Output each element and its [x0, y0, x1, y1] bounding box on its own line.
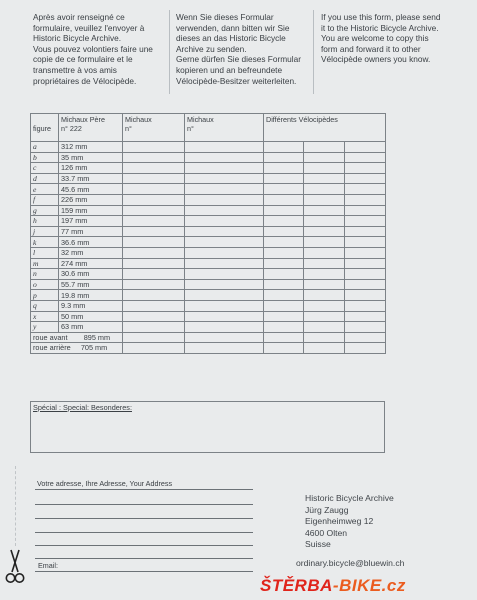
intro-line: formulaire, veuillez l'envoyer à	[33, 22, 145, 33]
empty-cell	[123, 322, 185, 333]
archive-line: 4600 Olten	[305, 527, 348, 538]
roue-arriere-cell: roue arrière 705 mm	[31, 343, 123, 354]
empty-cell	[345, 205, 386, 216]
address-line[interactable]	[35, 518, 253, 519]
figure-letter: n	[31, 269, 59, 280]
figure-letter: a	[31, 142, 59, 153]
empty-cell	[123, 279, 185, 290]
empty-cell	[123, 205, 185, 216]
empty-cell	[264, 322, 304, 333]
table-row	[31, 279, 386, 290]
measurement-value: 77 mm	[59, 226, 123, 237]
table-row	[31, 226, 386, 237]
header-michaux-2: Michaux n°	[123, 114, 185, 142]
empty-cell	[345, 226, 386, 237]
empty-cell	[345, 152, 386, 163]
measurement-value: 9.3 mm	[59, 300, 123, 311]
figure-letter: h	[31, 216, 59, 227]
intro-line: propriétaires de Vélocipède.	[33, 75, 137, 86]
empty-cell	[304, 226, 345, 237]
empty-cell	[345, 173, 386, 184]
empty-cell	[185, 279, 264, 290]
empty-cell	[304, 163, 345, 174]
address-line[interactable]	[35, 504, 253, 505]
figure-letter: q	[31, 300, 59, 311]
table-row	[31, 163, 386, 174]
header-figure: figure	[31, 114, 59, 142]
scissors-icon	[5, 548, 25, 586]
intro-line: Gerne dürfen Sie dieses Formular	[176, 54, 301, 65]
intro-line: If you use this form, please send	[321, 12, 441, 22]
measurement-value: 36.6 mm	[59, 237, 123, 248]
empty-cell	[123, 269, 185, 280]
cut-line	[15, 466, 16, 546]
table-row	[31, 247, 386, 258]
empty-cell	[345, 258, 386, 269]
empty-cell	[304, 184, 345, 195]
empty-cell	[185, 247, 264, 258]
measurement-value: 126 mm	[59, 163, 123, 174]
empty-cell	[304, 247, 345, 258]
table-row	[31, 322, 386, 333]
empty-cell	[264, 163, 304, 174]
table-row	[31, 194, 386, 205]
archive-email: ordinary.bicycle@bluewin.ch	[296, 558, 405, 568]
empty-cell	[123, 173, 185, 184]
figure-letter: c	[31, 163, 59, 174]
figure-letter: l	[31, 247, 59, 258]
measurement-value: 35 mm	[59, 152, 123, 163]
figure-letter: p	[31, 290, 59, 301]
roue-avant-cell: roue avant 895 mm	[31, 332, 123, 343]
figure-letter: d	[31, 173, 59, 184]
figure-letter: f	[31, 194, 59, 205]
empty-cell	[264, 290, 304, 301]
archive-address	[305, 493, 394, 551]
column-divider	[169, 10, 170, 94]
empty-cell	[123, 152, 185, 163]
measurement-value: 45.6 mm	[59, 184, 123, 195]
archive-line: Historic Bicycle Archive	[305, 493, 394, 503]
watermark-part1: ŠTĚRBA	[260, 576, 333, 595]
table-row	[31, 152, 386, 163]
empty-cell	[123, 247, 185, 258]
empty-cell	[304, 216, 345, 227]
empty-cell	[185, 163, 264, 174]
measurement-value: 274 mm	[59, 258, 123, 269]
table-row	[31, 142, 386, 153]
empty-cell	[345, 184, 386, 195]
intro-english	[321, 12, 440, 65]
empty-cell	[264, 216, 304, 227]
table-row	[31, 205, 386, 216]
address-line[interactable]	[35, 545, 253, 546]
empty-cell	[185, 194, 264, 205]
empty-cell	[185, 269, 264, 280]
empty-cell	[304, 311, 345, 322]
empty-cell	[304, 194, 345, 205]
table-row	[31, 173, 386, 184]
figure-letter: b	[31, 152, 59, 163]
empty-cell	[185, 142, 264, 153]
empty-cell	[185, 237, 264, 248]
watermark-part2: -BIKE.cz	[332, 576, 406, 595]
figure-letter: g	[31, 205, 59, 216]
intro-line: kopieren und an befreundete	[176, 64, 283, 75]
measurement-value: 197 mm	[59, 216, 123, 227]
empty-cell	[264, 184, 304, 195]
empty-cell	[185, 216, 264, 227]
empty-cell	[185, 226, 264, 237]
empty-cell	[123, 258, 185, 269]
empty-cell	[264, 311, 304, 322]
empty-cell	[345, 269, 386, 280]
empty-cell	[304, 173, 345, 184]
special-label: Spécial : Special: Besonderes:	[33, 403, 132, 412]
empty-cell	[345, 279, 386, 290]
empty-cell	[123, 142, 185, 153]
empty-cell	[304, 269, 345, 280]
empty-cell	[123, 163, 185, 174]
empty-cell	[345, 163, 386, 174]
intro-line: Vous pouvez volontiers faire une	[33, 43, 153, 54]
watermark-logo	[260, 576, 406, 596]
measurement-value: 32 mm	[59, 247, 123, 258]
table-row	[31, 184, 386, 195]
empty-cell	[304, 152, 345, 163]
empty-cell	[123, 184, 185, 195]
empty-cell	[264, 226, 304, 237]
table-row	[31, 237, 386, 248]
empty-cell	[123, 311, 185, 322]
figure-letter: j	[31, 226, 59, 237]
empty-cell	[345, 290, 386, 301]
address-label: Votre adresse, Ihre Adresse, Your Address	[37, 479, 173, 488]
archive-line: Jürg Zaugg	[305, 504, 349, 515]
archive-line: Suisse	[305, 539, 331, 549]
empty-cell	[264, 205, 304, 216]
empty-cell	[185, 311, 264, 322]
figure-letter: k	[31, 237, 59, 248]
figure-letter: y	[31, 322, 59, 333]
empty-cell	[123, 194, 185, 205]
empty-cell	[123, 237, 185, 248]
empty-cell	[123, 300, 185, 311]
measurement-value: 50 mm	[59, 311, 123, 322]
measurement-value: 33.7 mm	[59, 173, 123, 184]
intro-line: You are welcome to copy this	[321, 33, 429, 44]
empty-cell	[185, 258, 264, 269]
empty-cell	[345, 237, 386, 248]
address-line[interactable]	[35, 532, 253, 533]
measurement-value: 63 mm	[59, 322, 123, 333]
empty-cell	[345, 322, 386, 333]
empty-cell	[304, 300, 345, 311]
intro-line: Vélocipède owners you know.	[321, 54, 431, 65]
empty-cell	[304, 290, 345, 301]
empty-cell	[304, 279, 345, 290]
figure-letter: e	[31, 184, 59, 195]
figure-letter: x	[31, 311, 59, 322]
intro-german	[176, 12, 301, 86]
column-divider	[313, 10, 314, 94]
intro-line: Après avoir renseigné ce	[33, 12, 125, 22]
table-row	[31, 258, 386, 269]
empty-cell	[185, 184, 264, 195]
empty-cell	[304, 237, 345, 248]
empty-cell	[264, 258, 304, 269]
header-michaux-3: Michaux n°	[185, 114, 264, 142]
empty-cell	[345, 311, 386, 322]
empty-cell	[345, 216, 386, 227]
intro-line: dieses an das Historic Bicycle	[176, 33, 286, 44]
intro-line: transmettre à vos amis	[33, 64, 117, 75]
address-line[interactable]	[35, 489, 253, 490]
header-michaux-pere: Michaux Père n° 222	[59, 114, 123, 142]
email-label: Email:	[38, 561, 58, 570]
table-row	[31, 290, 386, 301]
empty-cell	[185, 300, 264, 311]
table-row	[31, 269, 386, 280]
table-row	[31, 311, 386, 322]
table-row-roue-arriere	[31, 343, 386, 354]
intro-line: verwenden, dann bitten wir Sie	[176, 22, 290, 33]
intro-line: it to the Historic Bicycle Archive.	[321, 22, 439, 33]
intro-line: Historic Bicycle Archive.	[33, 33, 122, 44]
empty-cell	[264, 152, 304, 163]
empty-cell	[345, 142, 386, 153]
empty-cell	[185, 322, 264, 333]
empty-cell	[185, 290, 264, 301]
intro-line: copie de ce formulaire et le	[33, 54, 133, 65]
table-row	[31, 300, 386, 311]
empty-cell	[304, 322, 345, 333]
measurement-value: 226 mm	[59, 194, 123, 205]
empty-cell	[345, 247, 386, 258]
empty-cell	[264, 237, 304, 248]
figure-letter: m	[31, 258, 59, 269]
empty-cell	[185, 173, 264, 184]
empty-cell	[264, 300, 304, 311]
empty-cell	[304, 258, 345, 269]
empty-cell	[264, 269, 304, 280]
intro-line: Archive zu senden.	[176, 43, 247, 54]
intro-french	[33, 12, 153, 86]
archive-line: Eigenheimweg 12	[305, 516, 374, 526]
measurement-value: 159 mm	[59, 205, 123, 216]
address-line[interactable]	[35, 558, 253, 559]
special-notes-box	[30, 401, 385, 453]
empty-cell	[264, 173, 304, 184]
empty-cell	[264, 279, 304, 290]
figure-letter: o	[31, 279, 59, 290]
table-row-roue-avant	[31, 332, 386, 343]
measurement-value: 312 mm	[59, 142, 123, 153]
empty-cell	[123, 290, 185, 301]
measurement-value: 55.7 mm	[59, 279, 123, 290]
empty-cell	[185, 152, 264, 163]
table-row	[31, 216, 386, 227]
intro-line: Vélocipède-Besitzer weiterleiten.	[176, 75, 297, 86]
empty-cell	[345, 194, 386, 205]
empty-cell	[264, 142, 304, 153]
empty-cell	[304, 142, 345, 153]
empty-cell	[264, 194, 304, 205]
measurements-table	[30, 113, 386, 354]
intro-line: form and forward it to other	[321, 43, 421, 54]
empty-cell	[123, 226, 185, 237]
header-differents-velocipedes: Différents Vélocipèdes	[264, 114, 386, 142]
email-line[interactable]	[35, 571, 253, 572]
measurement-value: 19.8 mm	[59, 290, 123, 301]
empty-cell	[345, 300, 386, 311]
empty-cell	[185, 205, 264, 216]
empty-cell	[304, 205, 345, 216]
table-header-row	[31, 114, 386, 142]
empty-cell	[264, 247, 304, 258]
empty-cell	[123, 216, 185, 227]
measurement-value: 30.6 mm	[59, 269, 123, 280]
intro-line: Wenn Sie dieses Formular	[176, 12, 274, 22]
